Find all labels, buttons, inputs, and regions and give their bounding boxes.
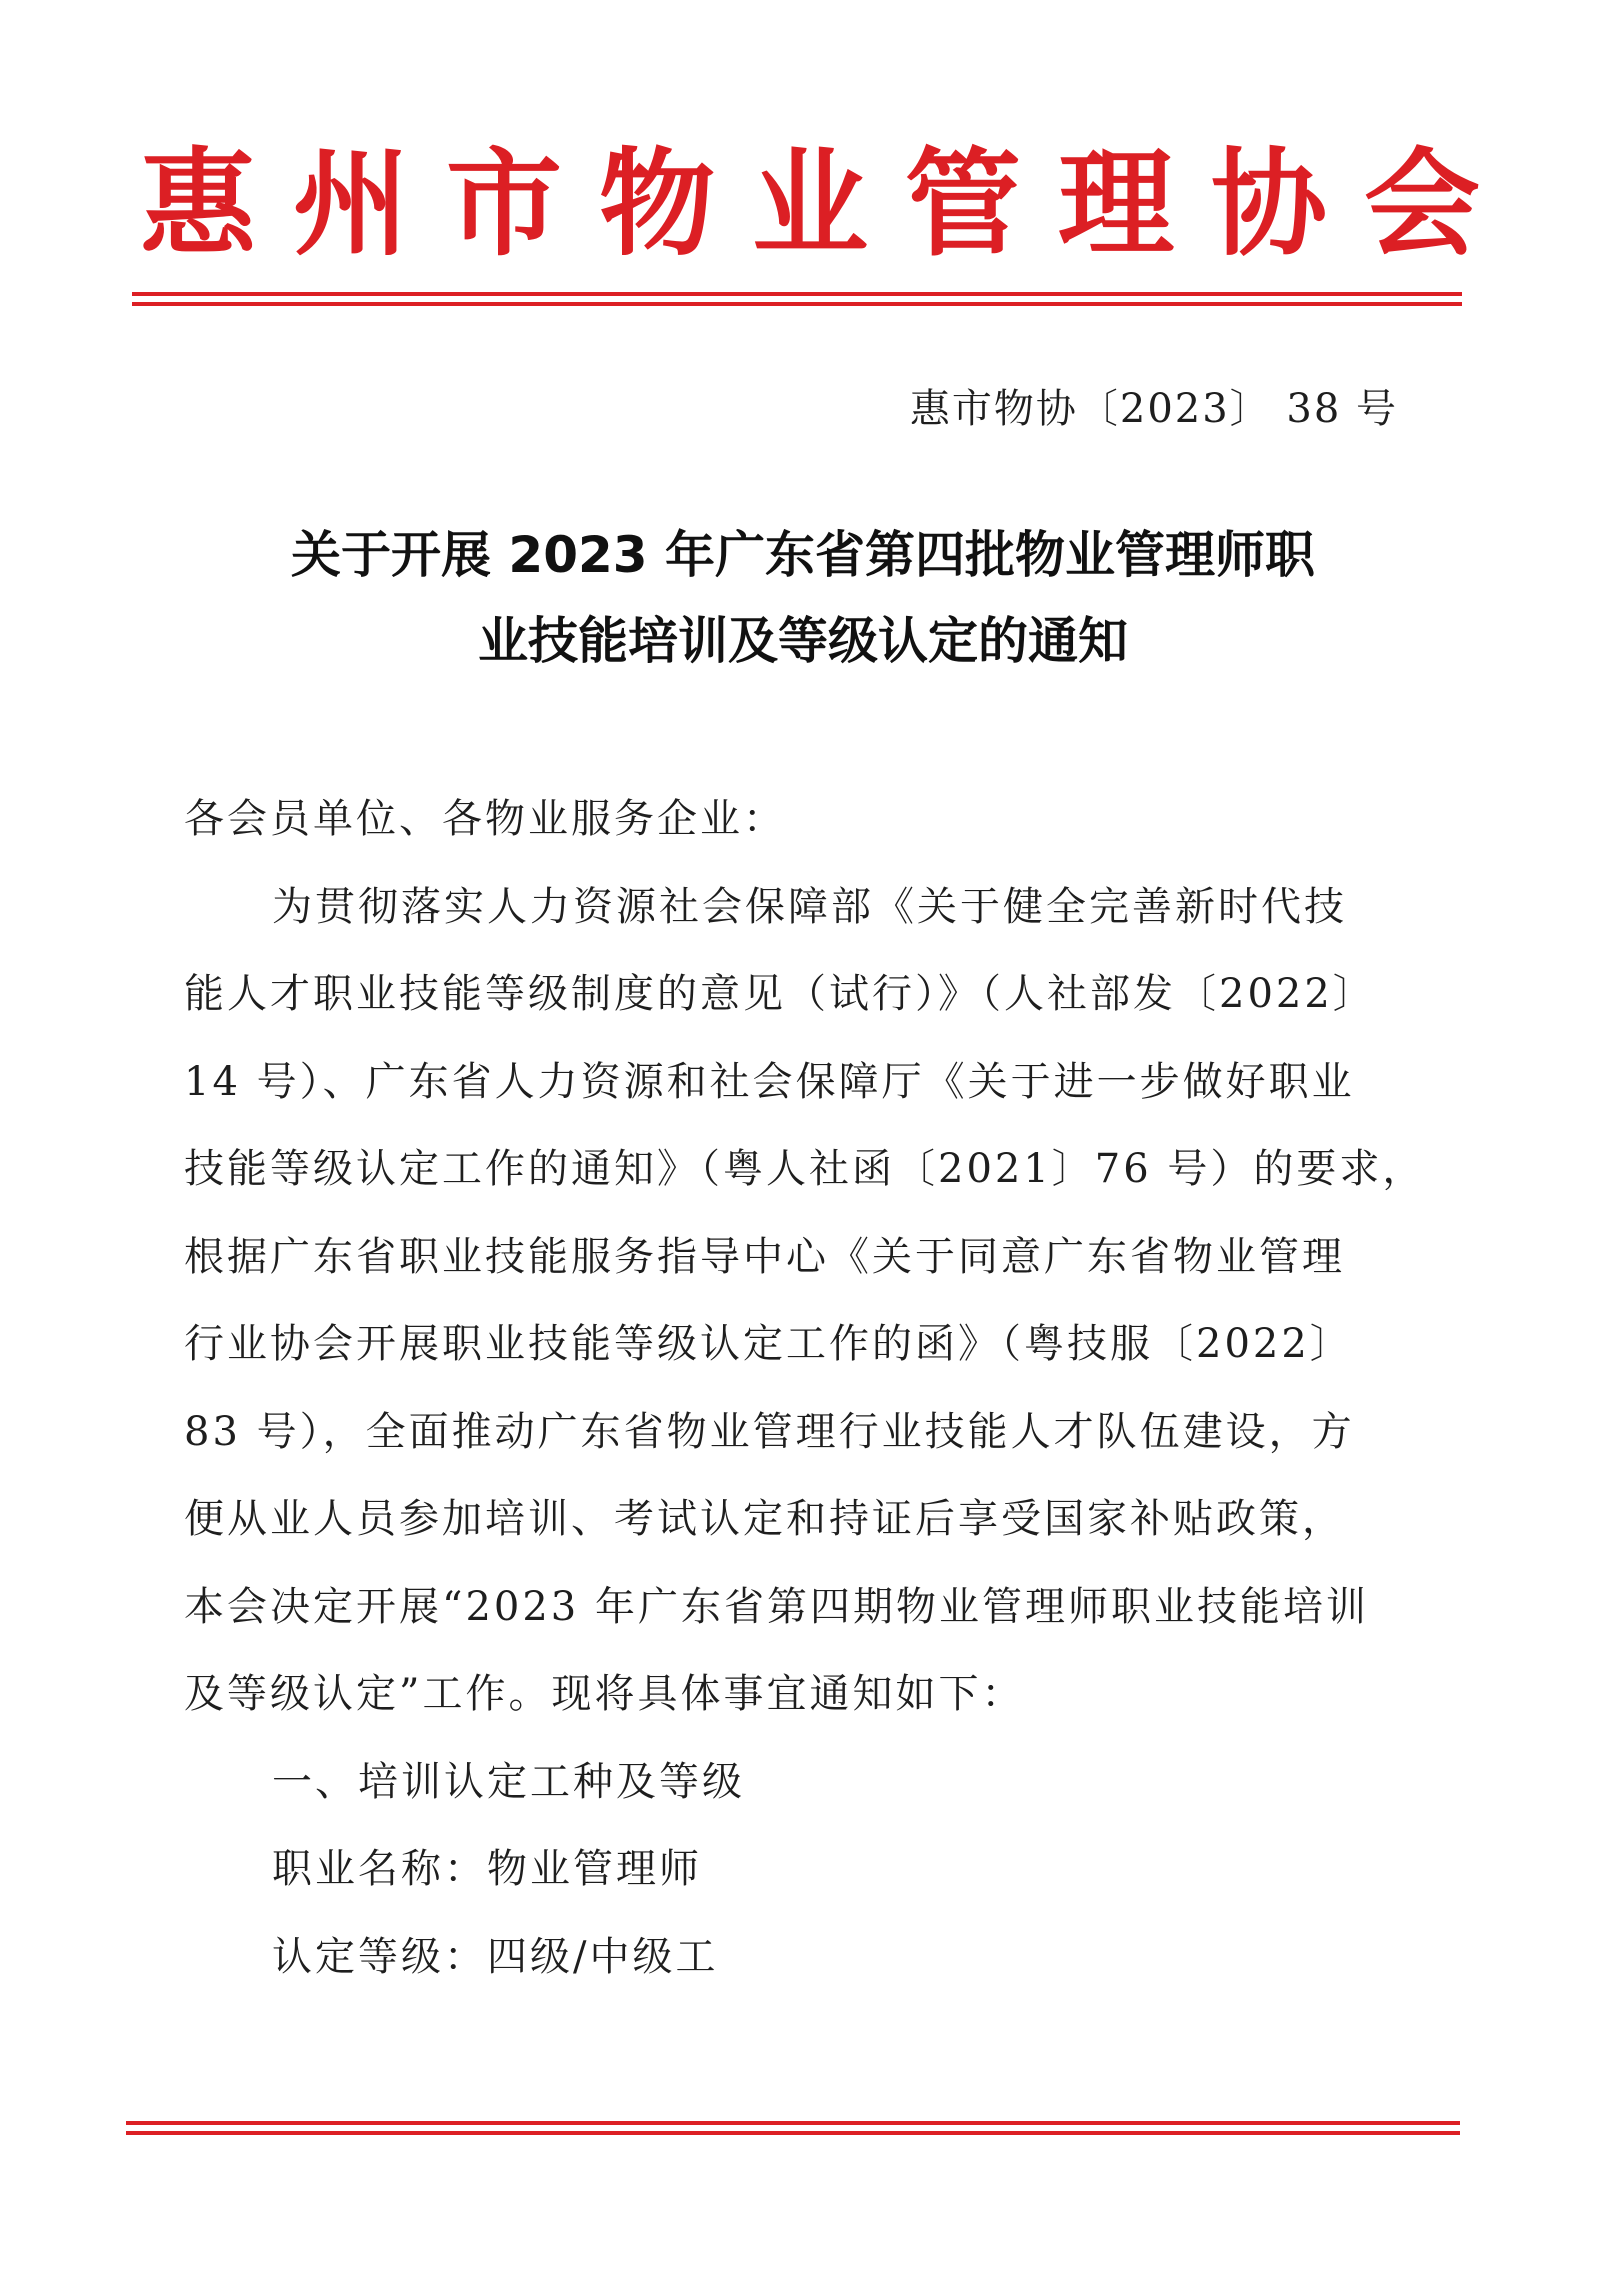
paragraph-line: 14 号）、广东省人力资源和社会保障厅《关于进一步做好职业 <box>184 1058 1355 1105</box>
title-line: 关于开展 2023 年广东省第四批物业管理师职 <box>291 526 1315 584</box>
salutation: 各会员单位、各物业服务企业： <box>184 796 786 842</box>
paragraph-line: 便从业人员参加培训、考试认定和持证后享受国家补贴政策， <box>184 1496 1345 1542</box>
section-heading: 一、培训认定工种及等级 <box>272 1758 745 1805</box>
paragraph-line: 83 号），全面推动广东省物业管理行业技能人才队伍建设，方 <box>184 1408 1355 1455</box>
paragraph-line: 行业协会开展职业技能等级认定工作的函》（粤技服〔2022〕 <box>184 1321 1353 1367</box>
letterhead-char: 协 <box>1211 137 1327 272</box>
title-line: 业技能培训及等级认定的通知 <box>478 612 1128 670</box>
letterhead-divider-bottom <box>132 302 1462 306</box>
footer-divider-top <box>126 2121 1460 2125</box>
paragraph-line: 能人才职业技能等级制度的意见（试行）》（人社部发〔2022〕 <box>184 971 1376 1017</box>
document-body <box>184 776 1426 2001</box>
paragraph-line: 技能等级认定工作的通知》（粤人社函〔2021〕76 号）的要求， <box>184 1146 1426 1192</box>
paragraph-line: 本会决定开展“2023 年广东省第四期物业管理师职业技能培训 <box>184 1583 1369 1630</box>
letterhead-org-name <box>140 130 1480 280</box>
document-number: 惠市物协〔2023〕 38 号 <box>909 386 1398 432</box>
letterhead-char: 市 <box>446 137 562 272</box>
paragraph-line: 及等级认定”工作。现将具体事宜通知如下： <box>184 1671 1025 1717</box>
letterhead-char: 理 <box>1058 137 1174 272</box>
level-line: 认定等级：四级/中级工 <box>272 1933 719 1980</box>
letterhead-char: 管 <box>905 137 1021 272</box>
occupation-line: 职业名称：物业管理师 <box>272 1846 702 1892</box>
letterhead-char: 惠 <box>140 137 256 272</box>
document-title <box>160 512 1446 684</box>
footer-divider-bottom <box>126 2131 1460 2135</box>
paragraph-line: 根据广东省职业技能服务指导中心《关于同意广东省物业管理 <box>184 1233 1345 1280</box>
letterhead-char: 物 <box>599 137 715 272</box>
letterhead-char: 业 <box>752 137 868 272</box>
paragraph-line: 为贯彻落实人力资源社会保障部《关于健全完善新时代技 <box>272 883 1347 930</box>
letterhead-char: 州 <box>293 137 409 272</box>
letterhead-divider-top <box>132 292 1462 296</box>
letterhead-char: 会 <box>1364 137 1480 272</box>
